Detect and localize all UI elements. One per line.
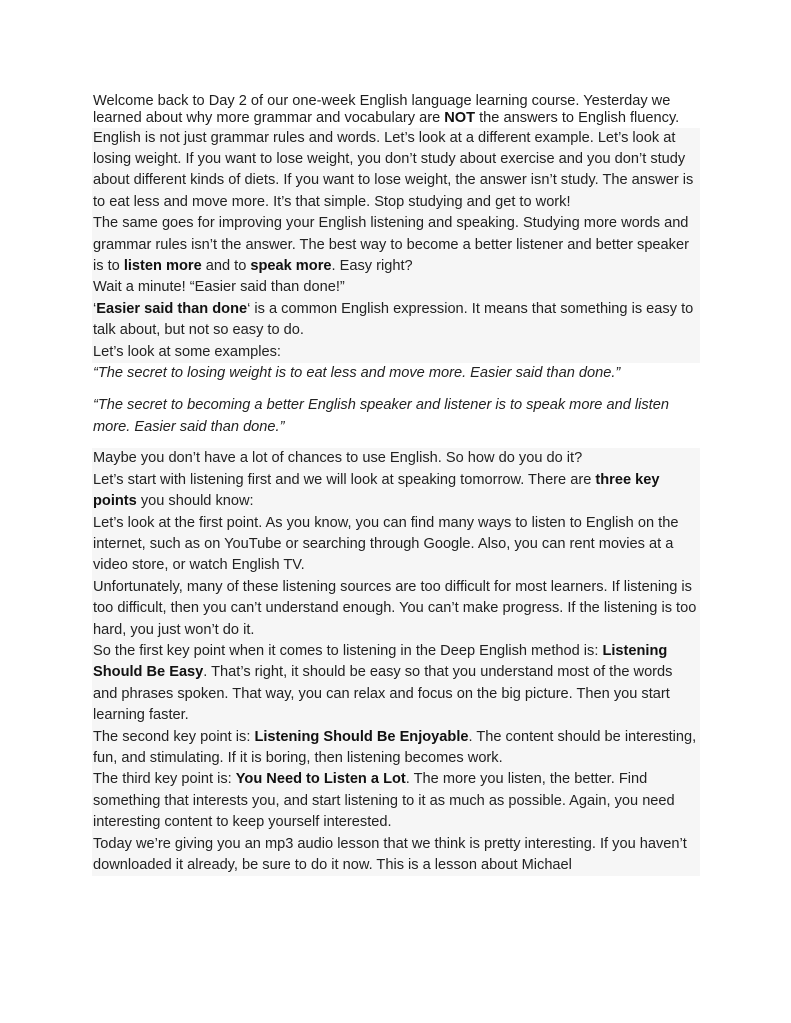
paragraph-text: ‘ <box>93 300 97 317</box>
quote-block <box>92 363 700 448</box>
paragraph-text: The second key point is: <box>93 728 255 745</box>
paragraph-text: . The more you listen, the better. Find something that interests you, and start listening to it as much as possible. Again, you need interesting content to keep yourself interested. <box>93 771 675 831</box>
emphasis-speak-more: speak more <box>250 258 332 275</box>
paragraph-key-point-two <box>92 727 700 770</box>
paragraph-expression <box>92 299 700 342</box>
paragraph-listen-speak <box>92 213 700 277</box>
paragraph-losing-weight: English is not just grammar rules and words. Let’s look at a different example. Let’s look at losing weight. If you want to lose weight, you don’t study about exercise and you don’t study about different kinds of diets. If you want to lose weight, the answer isn’t study. The answer is to eat less and move more. It’s that simple. Stop studying and get to work! <box>93 129 694 210</box>
paragraph-mp3-lesson: Today we’re giving you an mp3 audio lesson that we think is pretty interesting. If you haven’t downloaded it already, be sure to do it now. This is a lesson about Michael <box>93 835 687 873</box>
paragraph-text: ‘ is a common English expression. It means that something is easy to talk about, but not so easy to do. <box>93 300 694 339</box>
intro-emphasis: NOT <box>444 110 476 127</box>
document-page <box>92 93 700 876</box>
paragraph-text: . The content should be interesting, fun, and stimulating. If it is boring, then listening becomes work. <box>93 728 697 766</box>
emphasis-three-key-points: three key points <box>93 471 660 510</box>
paragraph-text: Let’s start with listening first and we will look at speaking tomorrow. There are <box>93 471 596 488</box>
paragraph-text: The same goes for improving your English listening and speaking. Studying more words and grammar rules isn’t the answer. The best way to become a better listener and better speaker is to <box>93 215 689 275</box>
paragraph-key-points <box>92 470 700 513</box>
paragraph-text: The third key point is: <box>93 771 236 788</box>
section-two <box>92 448 700 876</box>
quote-english-speaker: “The secret to becoming a better English speaker and listener is to speak more and listen more. Easier said than done.” <box>93 397 669 435</box>
paragraph-text: . That’s right, it should be easy so that you understand most of the words and phrases spoken. That way, you can relax and focus on the big picture. Then you start learning faster. <box>93 664 673 724</box>
emphasis-listening-easy: Listening Should Be Easy <box>93 642 668 681</box>
paragraph-text: you should know: <box>136 493 254 510</box>
emphasis-listening-enjoyable: Listening Should Be Enjoyable <box>254 728 469 745</box>
paragraph-chances: Maybe you don’t have a lot of chances to use English. So how do you do it? <box>93 450 583 467</box>
section-one <box>92 128 700 363</box>
quote-losing-weight: “The secret to losing weight is to eat less and move more. Easier said than done.” <box>93 365 621 382</box>
paragraph-wait-a-minute: Wait a minute! “Easier said than done!” <box>93 279 345 296</box>
paragraph-text: So the first key point when it comes to listening in the Deep English method is: <box>93 642 603 659</box>
intro-text-end: the answers to English fluency. <box>475 110 680 127</box>
paragraph-first-point: Let’s look at the first point. As you know, you can find many ways to listen to English on the internet, such as on YouTube or searching through Google. Also, you can rent movies at a video store, or watch English TV. <box>93 514 679 574</box>
paragraph-text: . Easy right? <box>331 258 413 275</box>
paragraph-key-point-three <box>92 769 700 833</box>
paragraph-unfortunately: Unfortunately, many of these listening sources are too difficult for most learners. If listening is too difficult, then you can’t understand enough. You can’t make progress. If the listening is too hard, you just won’t do it. <box>93 578 697 638</box>
intro-paragraph <box>92 93 700 128</box>
paragraph-key-point-one <box>92 641 700 727</box>
emphasis-expression: Easier said than done <box>96 300 248 317</box>
paragraph-text: and to <box>201 258 251 275</box>
emphasis-listen-more: listen more <box>123 258 202 275</box>
intro-text: Welcome back to Day 2 of our one-week English language learning course. Yesterday we learned about why more grammar and vocabulary are <box>93 93 671 127</box>
paragraph-examples-intro: Let’s look at some examples: <box>93 343 281 360</box>
emphasis-listen-a-lot: You Need to Listen a Lot <box>235 771 406 788</box>
